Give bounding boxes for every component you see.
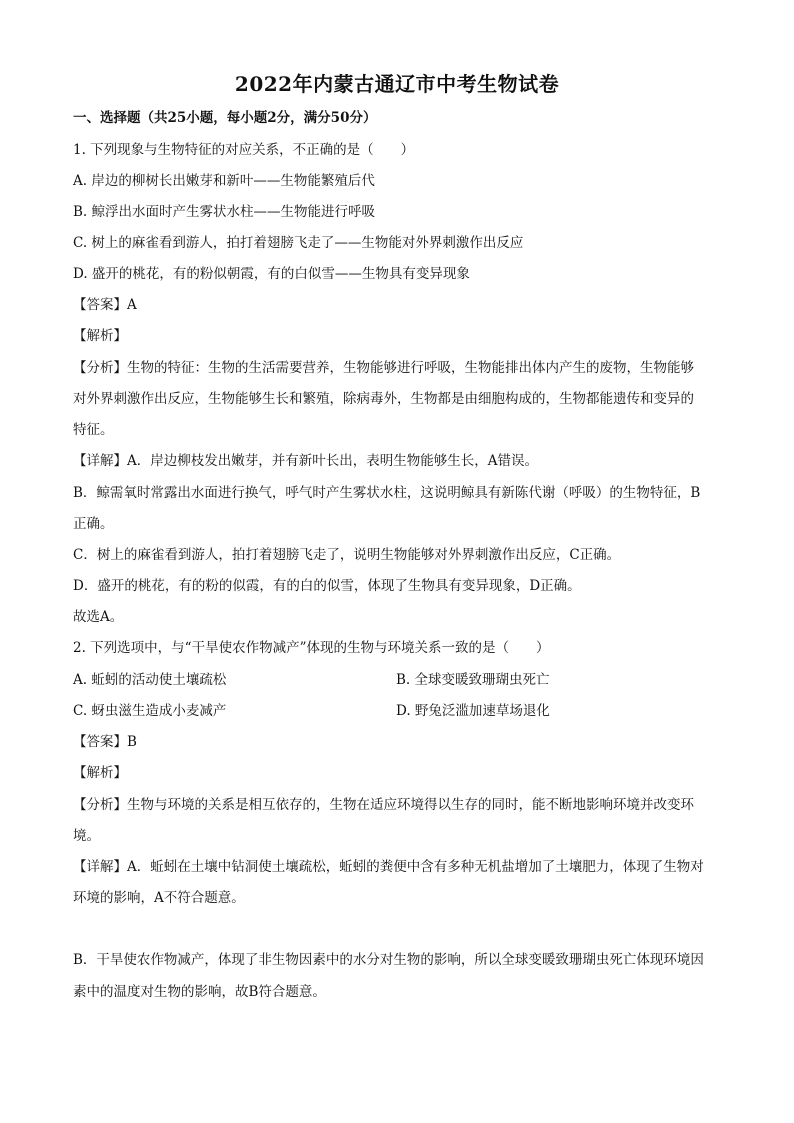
q1-detail-line: 【详解】A．岸边柳枝发出嫩芽，并有新叶长出，表明生物能够生长，A错误。	[73, 453, 538, 469]
q1-analysis-label: 【解析】	[73, 328, 127, 344]
q2-analysis-line: 【分析】生物与环境的关系是相互依存的，生物在适应环境得以生存的同时，能不断地影响环境并改变环	[73, 797, 694, 813]
q2-option-a: A. 蚯蚓的活动使土壤疏松	[73, 672, 227, 688]
q1-detail-line: B．鲸需氧时常露出水面进行换气，呼气时产生雾状水柱，这说明鲸具有新陈代谢（呼吸）的生物特征，B	[73, 485, 701, 501]
q1-option-d: D. 盛开的桃花，有的粉似朝霞，有的白似雪——生物具有变异现象	[73, 266, 470, 282]
q1-option-a: A. 岸边的柳树长出嫩芽和新叶——生物能繁殖后代	[73, 173, 375, 189]
q2-analysis-line: 境。	[73, 828, 100, 844]
q1-analysis-line: 特征。	[73, 422, 114, 438]
q2-option-b: B. 全球变暖致珊瑚虫死亡	[396, 672, 550, 688]
q2-detail-line: B．干旱使农作物减产，体现了非生物因素中的水分对生物的影响，所以全球变暖致珊瑚虫死亡体现环境因	[73, 952, 704, 968]
q1-stem: 1. 下列现象与生物特征的对应关系，不正确的是（ ）	[73, 142, 415, 158]
page-title: 2022年内蒙古通辽市中考生物试卷	[234, 72, 560, 96]
q1-option-b: B. 鲸浮出水面时产生雾状水柱——生物能进行呼吸	[73, 204, 376, 220]
q2-stem: 2. 下列选项中，与“干旱使农作物减产”体现的生物与环境关系一致的是（ ）	[73, 640, 550, 656]
q1-analysis-line: 【分析】生物的特征：生物的生活需要营养，生物能够进行呼吸，生物能排出体内产生的废物，生物能够	[73, 360, 694, 376]
q1-answer: 【答案】A	[73, 297, 137, 313]
q2-detail-line: 素中的温度对生物的影响，故B符合题意。	[73, 984, 326, 1000]
q2-answer: 【答案】B	[73, 734, 137, 750]
q1-detail-line: 故选A。	[73, 609, 124, 625]
section-heading: 一、选择题（共25小题，每小题2分，满分50分）	[73, 110, 377, 126]
q2-detail-line: 环境的影响，A不符合题意。	[73, 890, 245, 906]
q1-detail-line: C．树上的麻雀看到游人，拍打着翅膀飞走了，说明生物能够对外界刺激作出反应，C正确。	[73, 547, 621, 563]
q1-option-c: C. 树上的麻雀看到游人，拍打着翅膀飞走了——生物能对外界刺激作出反应	[73, 235, 524, 251]
q2-option-d: D. 野兔泛滥加速草场退化	[396, 703, 550, 719]
q2-detail-line: 【详解】A．蚯蚓在土壤中钻洞使土壤疏松，蚯蚓的粪便中含有多种无机盐增加了土壤肥力，体现了生物对	[73, 859, 704, 875]
q1-detail-line: 正确。	[73, 516, 114, 532]
q1-detail-line: D．盛开的桃花，有的粉的似霞，有的白的似雪，体现了生物具有变异现象，D正确。	[73, 578, 581, 594]
q1-analysis-line: 对外界刺激作出反应，生物能够生长和繁殖，除病毒外，生物都是由细胞构成的，生物都能遗传和变异的	[73, 391, 694, 407]
q2-analysis-label: 【解析】	[73, 765, 127, 781]
q2-option-c: C. 蚜虫滋生造成小麦减产	[73, 703, 227, 719]
